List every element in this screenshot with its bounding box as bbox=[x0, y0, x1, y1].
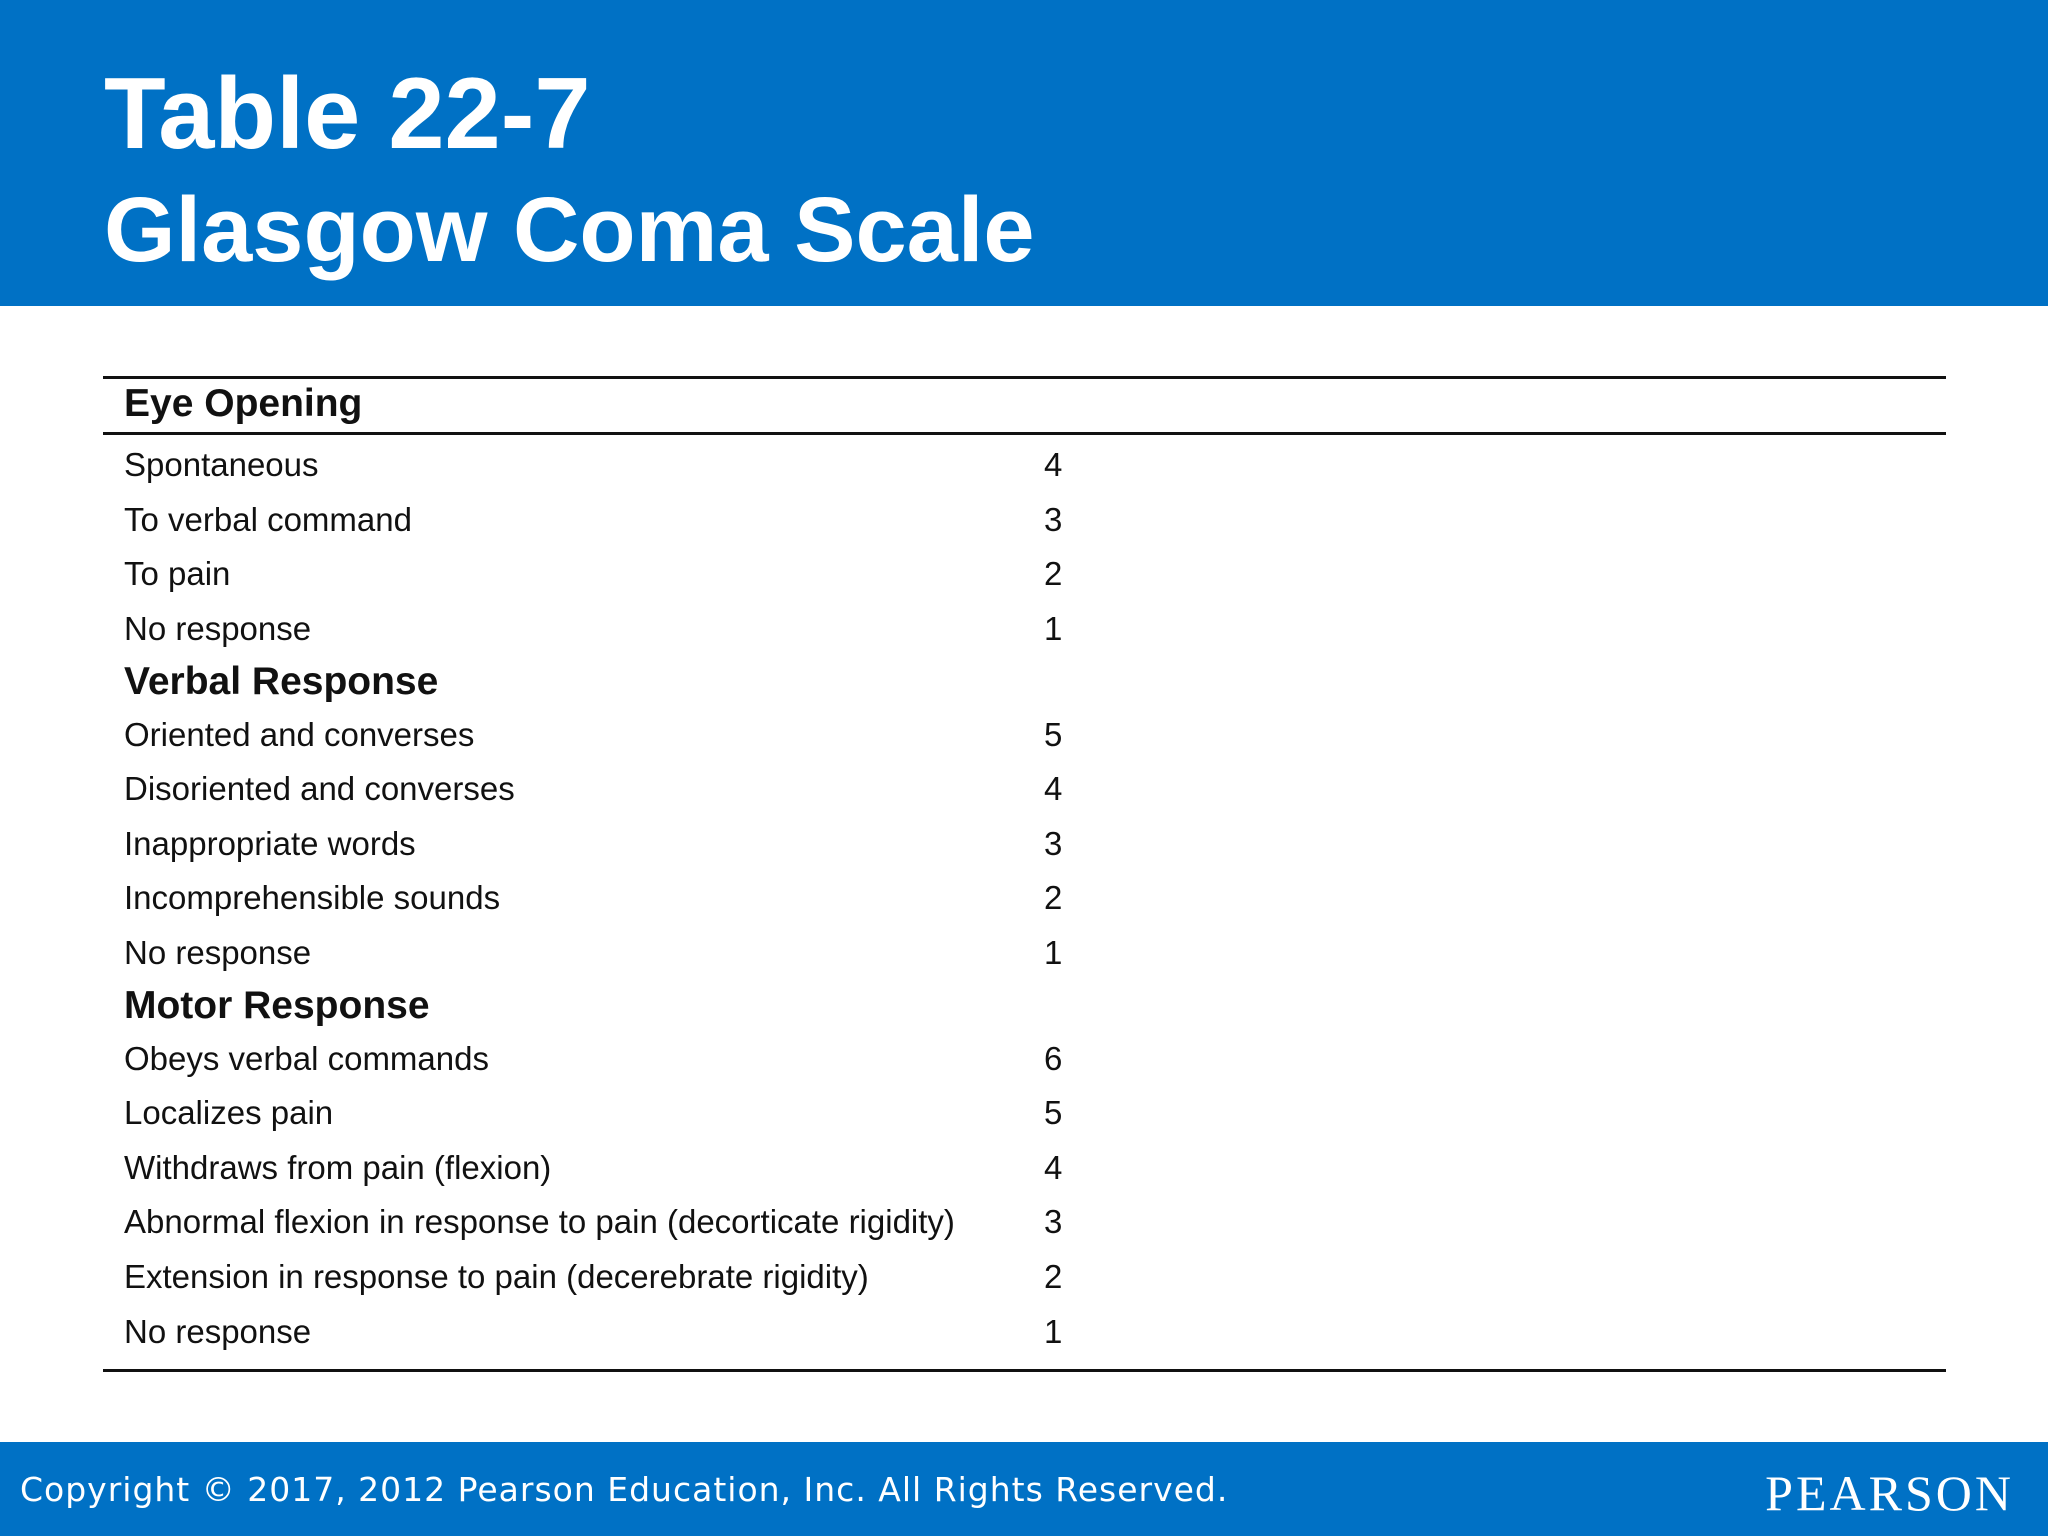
row-score: 6 bbox=[1044, 1039, 1063, 1077]
table-row bbox=[103, 1304, 1946, 1359]
row-label: No response bbox=[124, 610, 312, 648]
table-row bbox=[103, 871, 1946, 926]
slide-title: Table 22-7 bbox=[104, 58, 591, 170]
table-row bbox=[103, 438, 1946, 493]
row-label: To verbal command bbox=[124, 500, 412, 538]
table-row bbox=[103, 1031, 1946, 1086]
table-row bbox=[103, 493, 1946, 548]
section-heading-eye-opening: Eye Opening bbox=[124, 382, 363, 425]
row-score: 3 bbox=[1044, 1203, 1063, 1241]
row-score: 4 bbox=[1044, 770, 1063, 808]
row-label: Incomprehensible sounds bbox=[124, 879, 501, 917]
table-row bbox=[103, 547, 1946, 602]
table-row bbox=[103, 1195, 1946, 1250]
table-row bbox=[103, 1250, 1946, 1305]
glasgow-coma-scale-table bbox=[103, 376, 1946, 1372]
row-score: 2 bbox=[1044, 1258, 1063, 1296]
row-label: Abnormal flexion in response to pain (decorticate rigidity) bbox=[124, 1203, 955, 1241]
row-label: Localizes pain bbox=[124, 1094, 334, 1132]
row-score: 2 bbox=[1044, 555, 1063, 593]
row-score: 2 bbox=[1044, 879, 1063, 917]
row-score: 5 bbox=[1044, 1094, 1063, 1132]
table-row bbox=[103, 1086, 1946, 1141]
row-score: 4 bbox=[1044, 446, 1063, 484]
row-score: 1 bbox=[1044, 610, 1063, 648]
pearson-logo: PEARSON bbox=[1765, 1465, 2014, 1521]
table-row bbox=[103, 762, 1946, 817]
slide-subtitle: Glasgow Coma Scale bbox=[104, 179, 1035, 281]
table-row bbox=[103, 1141, 1946, 1196]
row-score: 4 bbox=[1044, 1148, 1063, 1186]
table-row bbox=[103, 817, 1946, 872]
table-row bbox=[103, 602, 1946, 657]
row-score: 1 bbox=[1044, 1312, 1063, 1350]
row-label: Oriented and converses bbox=[124, 715, 475, 753]
row-label: Obeys verbal commands bbox=[124, 1039, 489, 1077]
row-label: Disoriented and converses bbox=[124, 770, 515, 808]
row-score: 1 bbox=[1044, 934, 1063, 972]
row-label: Spontaneous bbox=[124, 446, 319, 484]
table-bottom-rule bbox=[103, 1369, 1946, 1372]
row-score: 5 bbox=[1044, 715, 1063, 753]
table-row bbox=[103, 926, 1946, 981]
slide-footer bbox=[0, 1442, 2048, 1536]
table-header-rule bbox=[103, 432, 1946, 435]
copyright-notice: Copyright © 2017, 2012 Pearson Education, Inc. All Rights Reserved. bbox=[20, 1470, 1229, 1509]
row-label: No response bbox=[124, 1312, 312, 1350]
row-label: Extension in response to pain (decerebrate rigidity) bbox=[124, 1258, 869, 1296]
slide-header bbox=[0, 0, 2048, 306]
table-row bbox=[103, 707, 1946, 762]
section-heading-verbal-response: Verbal Response bbox=[124, 660, 439, 704]
row-label: To pain bbox=[124, 555, 231, 593]
row-label: Withdraws from pain (flexion) bbox=[124, 1148, 552, 1186]
row-score: 3 bbox=[1044, 500, 1063, 538]
row-label: No response bbox=[124, 934, 312, 972]
section-heading-motor-response: Motor Response bbox=[124, 984, 430, 1028]
row-score: 3 bbox=[1044, 824, 1063, 862]
row-label: Inappropriate words bbox=[124, 824, 416, 862]
